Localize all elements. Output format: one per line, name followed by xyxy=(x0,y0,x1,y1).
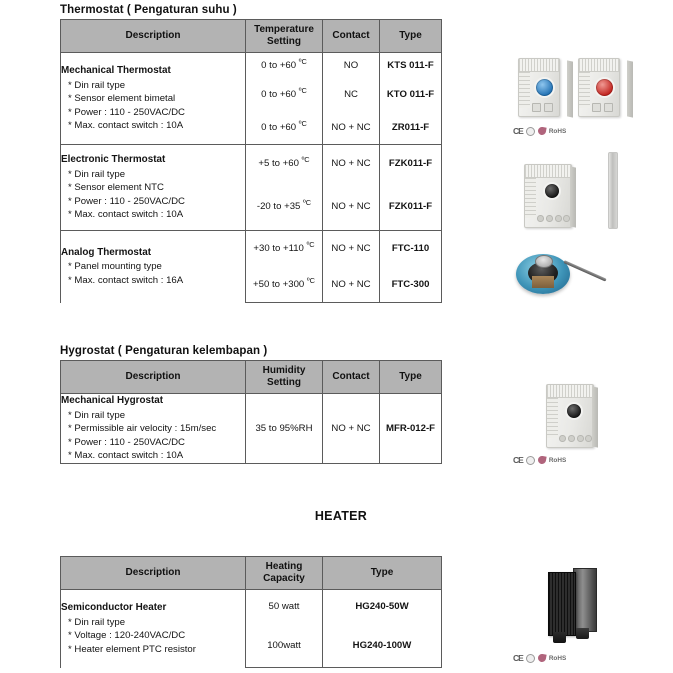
group-bullet: * Power : 110 - 250VAC/DC xyxy=(68,106,185,118)
cell-temperature-setting xyxy=(246,145,323,183)
cell-type: FTC-300 xyxy=(380,267,442,303)
group-bullet: * Panel mounting type xyxy=(68,261,162,273)
heater-section-heading: HEATER xyxy=(314,509,368,523)
col-header-temperature-setting xyxy=(246,20,323,53)
rohs-leaf-icon xyxy=(537,653,546,662)
heater-table-header-row xyxy=(61,557,442,590)
product-image-semiconductor-heater xyxy=(540,568,610,648)
cell-humidity-setting: 35 to 95%RH xyxy=(246,394,323,464)
compliance-circle-icon xyxy=(526,654,535,663)
col-header-humidity-setting-line1: Humidity xyxy=(262,365,306,376)
temperature-dial-red xyxy=(594,77,615,98)
group-bullet: * Max. contact switch : 10A xyxy=(68,209,184,221)
group-name: Mechanical Thermostat xyxy=(61,65,171,77)
setting-value: +50 to +300 xyxy=(253,278,305,290)
cell-description-mechanical-hygrostat xyxy=(61,394,246,464)
thermostat-table-header-row xyxy=(61,20,442,53)
col-header-description: Description xyxy=(61,557,246,590)
cell-type: KTO 011-F xyxy=(380,79,442,111)
unit-celsius: ºC xyxy=(306,275,315,285)
col-header-humidity-setting xyxy=(246,361,323,394)
cell-type: ZR011-F xyxy=(380,111,442,145)
group-name: Analog Thermostat xyxy=(61,246,151,258)
terminal-pin xyxy=(568,435,575,442)
cell-temperature-setting xyxy=(246,183,323,231)
humidity-dial-dark xyxy=(565,402,583,420)
col-header-description: Description xyxy=(61,20,246,53)
terminal-pin xyxy=(546,215,553,222)
housing-edge xyxy=(570,166,576,227)
ce-icon: CE xyxy=(513,653,523,663)
vent-grille-side xyxy=(579,72,590,108)
table-row xyxy=(61,394,442,464)
group-bullet: * Max. contact switch : 10A xyxy=(68,450,184,462)
cell-description-analog-thermostat xyxy=(61,231,246,303)
cell-type: HG240-100W xyxy=(323,624,442,668)
setting-value: -20 to +35 xyxy=(256,200,301,212)
cell-type: FZK011-F xyxy=(380,145,442,183)
col-header-contact: Contact xyxy=(323,20,380,53)
cell-temperature-setting xyxy=(246,53,323,79)
table-row xyxy=(61,231,442,267)
housing-edge xyxy=(627,60,633,117)
col-header-heating-capacity-line2: Capacity xyxy=(263,573,305,584)
cell-contact: NO + NC xyxy=(323,231,380,267)
terminal-block xyxy=(544,103,553,112)
unit-celsius: ºC xyxy=(303,197,312,207)
vent-grille-side xyxy=(519,72,530,108)
unit-celsius: ºC xyxy=(298,57,307,67)
product-image-mechanical-hygrostat xyxy=(540,378,602,454)
temperature-dial-dark xyxy=(543,182,561,200)
vent-grille-top xyxy=(525,165,571,178)
hygrostat-section-heading: Hygrostat ( Pengaturan kelembapan ) xyxy=(60,345,268,357)
cell-description-mechanical-thermostat xyxy=(61,53,246,145)
unit-celsius: ºC xyxy=(301,155,310,165)
table-row xyxy=(61,590,442,624)
cell-contact: NO xyxy=(323,53,380,79)
cell-heating-capacity: 100watt xyxy=(246,624,323,668)
cell-temperature-setting xyxy=(246,79,323,111)
group-bullet: * Sensor element NTC xyxy=(68,182,164,194)
group-bullet: * Power : 110 - 250VAC/DC xyxy=(68,436,185,448)
setting-value: +5 to +60 xyxy=(258,158,299,170)
terminal-block xyxy=(532,103,541,112)
housing-edge xyxy=(592,386,598,447)
col-header-description: Description xyxy=(61,361,246,394)
col-header-type: Type xyxy=(380,20,442,53)
heater-din-clip xyxy=(553,632,566,643)
vent-grille-top xyxy=(519,59,559,72)
cell-heating-capacity: 50 watt xyxy=(246,590,323,624)
thermostat-section-heading: Thermostat ( Pengaturan suhu ) xyxy=(60,4,237,16)
certification-marks-heater xyxy=(513,653,566,663)
terminal-pin xyxy=(537,215,544,222)
rohs-leaf-icon xyxy=(537,126,546,135)
col-header-heating-capacity-line1: Heating xyxy=(265,561,303,572)
product-image-sensor-bar xyxy=(608,152,618,229)
group-bullet: * Power : 110 - 250VAC/DC xyxy=(68,195,185,207)
group-bullet: * Max. contact switch : 10A xyxy=(68,120,184,132)
cell-type: HG240-50W xyxy=(323,590,442,624)
heater-din-clip xyxy=(576,628,589,639)
col-header-temperature-setting-line2: Setting xyxy=(267,36,301,47)
group-name: Semiconductor Heater xyxy=(61,602,167,614)
cell-contact: NO + NC xyxy=(323,183,380,231)
compliance-circle-icon xyxy=(526,456,535,465)
cell-description-electronic-thermostat xyxy=(61,145,246,231)
terminal-block xyxy=(604,103,613,112)
cell-temperature-setting xyxy=(246,231,323,267)
cell-temperature-setting xyxy=(246,111,323,145)
setting-value: 0 to +60 xyxy=(261,121,297,133)
hygrostat-table-header-row xyxy=(61,361,442,394)
setting-value: +30 to +110 xyxy=(253,243,304,255)
heater-fin-front xyxy=(548,572,576,636)
col-header-type: Type xyxy=(380,361,442,394)
group-bullet: * Heater element PTC resistor xyxy=(68,643,196,655)
col-header-contact: Contact xyxy=(323,361,380,394)
product-image-mechanical-thermostat-red xyxy=(572,52,628,124)
unit-celsius: ºC xyxy=(306,240,315,250)
terminal-pin xyxy=(559,435,566,442)
terminal-pin xyxy=(555,215,562,222)
group-name: Electronic Thermostat xyxy=(61,154,166,166)
cell-contact: NO + NC xyxy=(323,145,380,183)
cell-type: MFR-012-F xyxy=(380,394,442,464)
hygrostat-table xyxy=(60,360,442,464)
vent-grille-top xyxy=(579,59,619,72)
certification-marks-thermostat xyxy=(513,126,566,136)
group-bullet: * Din rail type xyxy=(68,616,126,628)
cell-temperature-setting xyxy=(246,267,323,303)
thermostat-housing xyxy=(524,164,572,228)
capillary-base xyxy=(532,276,554,288)
rohs-leaf-icon xyxy=(537,455,546,464)
table-row xyxy=(61,53,442,79)
product-image-electronic-thermostat xyxy=(518,158,580,234)
group-bullet: * Permissible air velocity : 15m/sec xyxy=(68,423,217,435)
col-header-heating-capacity xyxy=(246,557,323,590)
group-bullet: * Max. contact switch : 16A xyxy=(68,275,184,287)
terminal-pin xyxy=(585,435,592,442)
rohs-label: RoHS xyxy=(548,127,567,135)
cell-type: FZK011-F xyxy=(380,183,442,231)
cell-contact: NO + NC xyxy=(323,267,380,303)
heater-fin-back xyxy=(573,568,597,632)
col-header-type: Type xyxy=(323,557,442,590)
thermostat-housing xyxy=(518,58,560,117)
terminal-pin xyxy=(577,435,584,442)
vent-grille-side xyxy=(547,398,558,438)
temperature-dial-blue xyxy=(534,77,555,98)
setting-value: 0 to +60 xyxy=(261,60,297,72)
cell-contact: NO + NC xyxy=(323,394,380,464)
rohs-label: RoHS xyxy=(548,654,567,662)
product-image-mechanical-thermostat-blue xyxy=(512,52,568,124)
capillary-cap xyxy=(535,255,553,268)
capillary-probe-rod xyxy=(563,260,606,281)
cell-contact: NO + NC xyxy=(323,111,380,145)
group-bullet: * Din rail type xyxy=(68,168,126,180)
setting-value: 0 to +60 xyxy=(261,89,297,100)
hygrostat-housing xyxy=(546,384,594,448)
group-name: Mechanical Hygrostat xyxy=(61,395,164,407)
cell-contact: NC xyxy=(323,79,380,111)
product-image-analog-thermostat xyxy=(516,246,626,306)
table-row xyxy=(61,145,442,183)
ce-icon: CE xyxy=(513,455,523,465)
unit-celsius: ºC xyxy=(298,118,307,128)
cell-description-semiconductor-heater xyxy=(61,590,246,668)
col-header-humidity-setting-line2: Setting xyxy=(267,377,301,388)
terminal-block xyxy=(592,103,601,112)
vent-grille-top xyxy=(547,385,593,398)
thermostat-housing xyxy=(578,58,620,117)
group-bullet: * Voltage : 120-240VAC/DC xyxy=(68,630,186,642)
cell-type: FTC-110 xyxy=(380,231,442,267)
terminal-pin xyxy=(563,215,570,222)
thermostat-table xyxy=(60,19,442,303)
group-bullet: * Din rail type xyxy=(68,79,126,91)
unit-celsius: ºC xyxy=(298,85,307,95)
group-bullet: * Sensor element bimetal xyxy=(68,93,176,105)
rohs-label: RoHS xyxy=(548,456,567,464)
cell-type: KTS 011-F xyxy=(380,53,442,79)
col-header-temperature-setting-line1: Temperature xyxy=(254,24,314,35)
capillary-thermostat-body xyxy=(516,254,570,294)
vent-grille-side xyxy=(525,178,536,218)
group-bullet: * Din rail type xyxy=(68,409,126,421)
ce-icon: CE xyxy=(513,126,523,136)
heater-table xyxy=(60,556,442,668)
certification-marks-hygrostat xyxy=(513,455,566,465)
compliance-circle-icon xyxy=(526,127,535,136)
